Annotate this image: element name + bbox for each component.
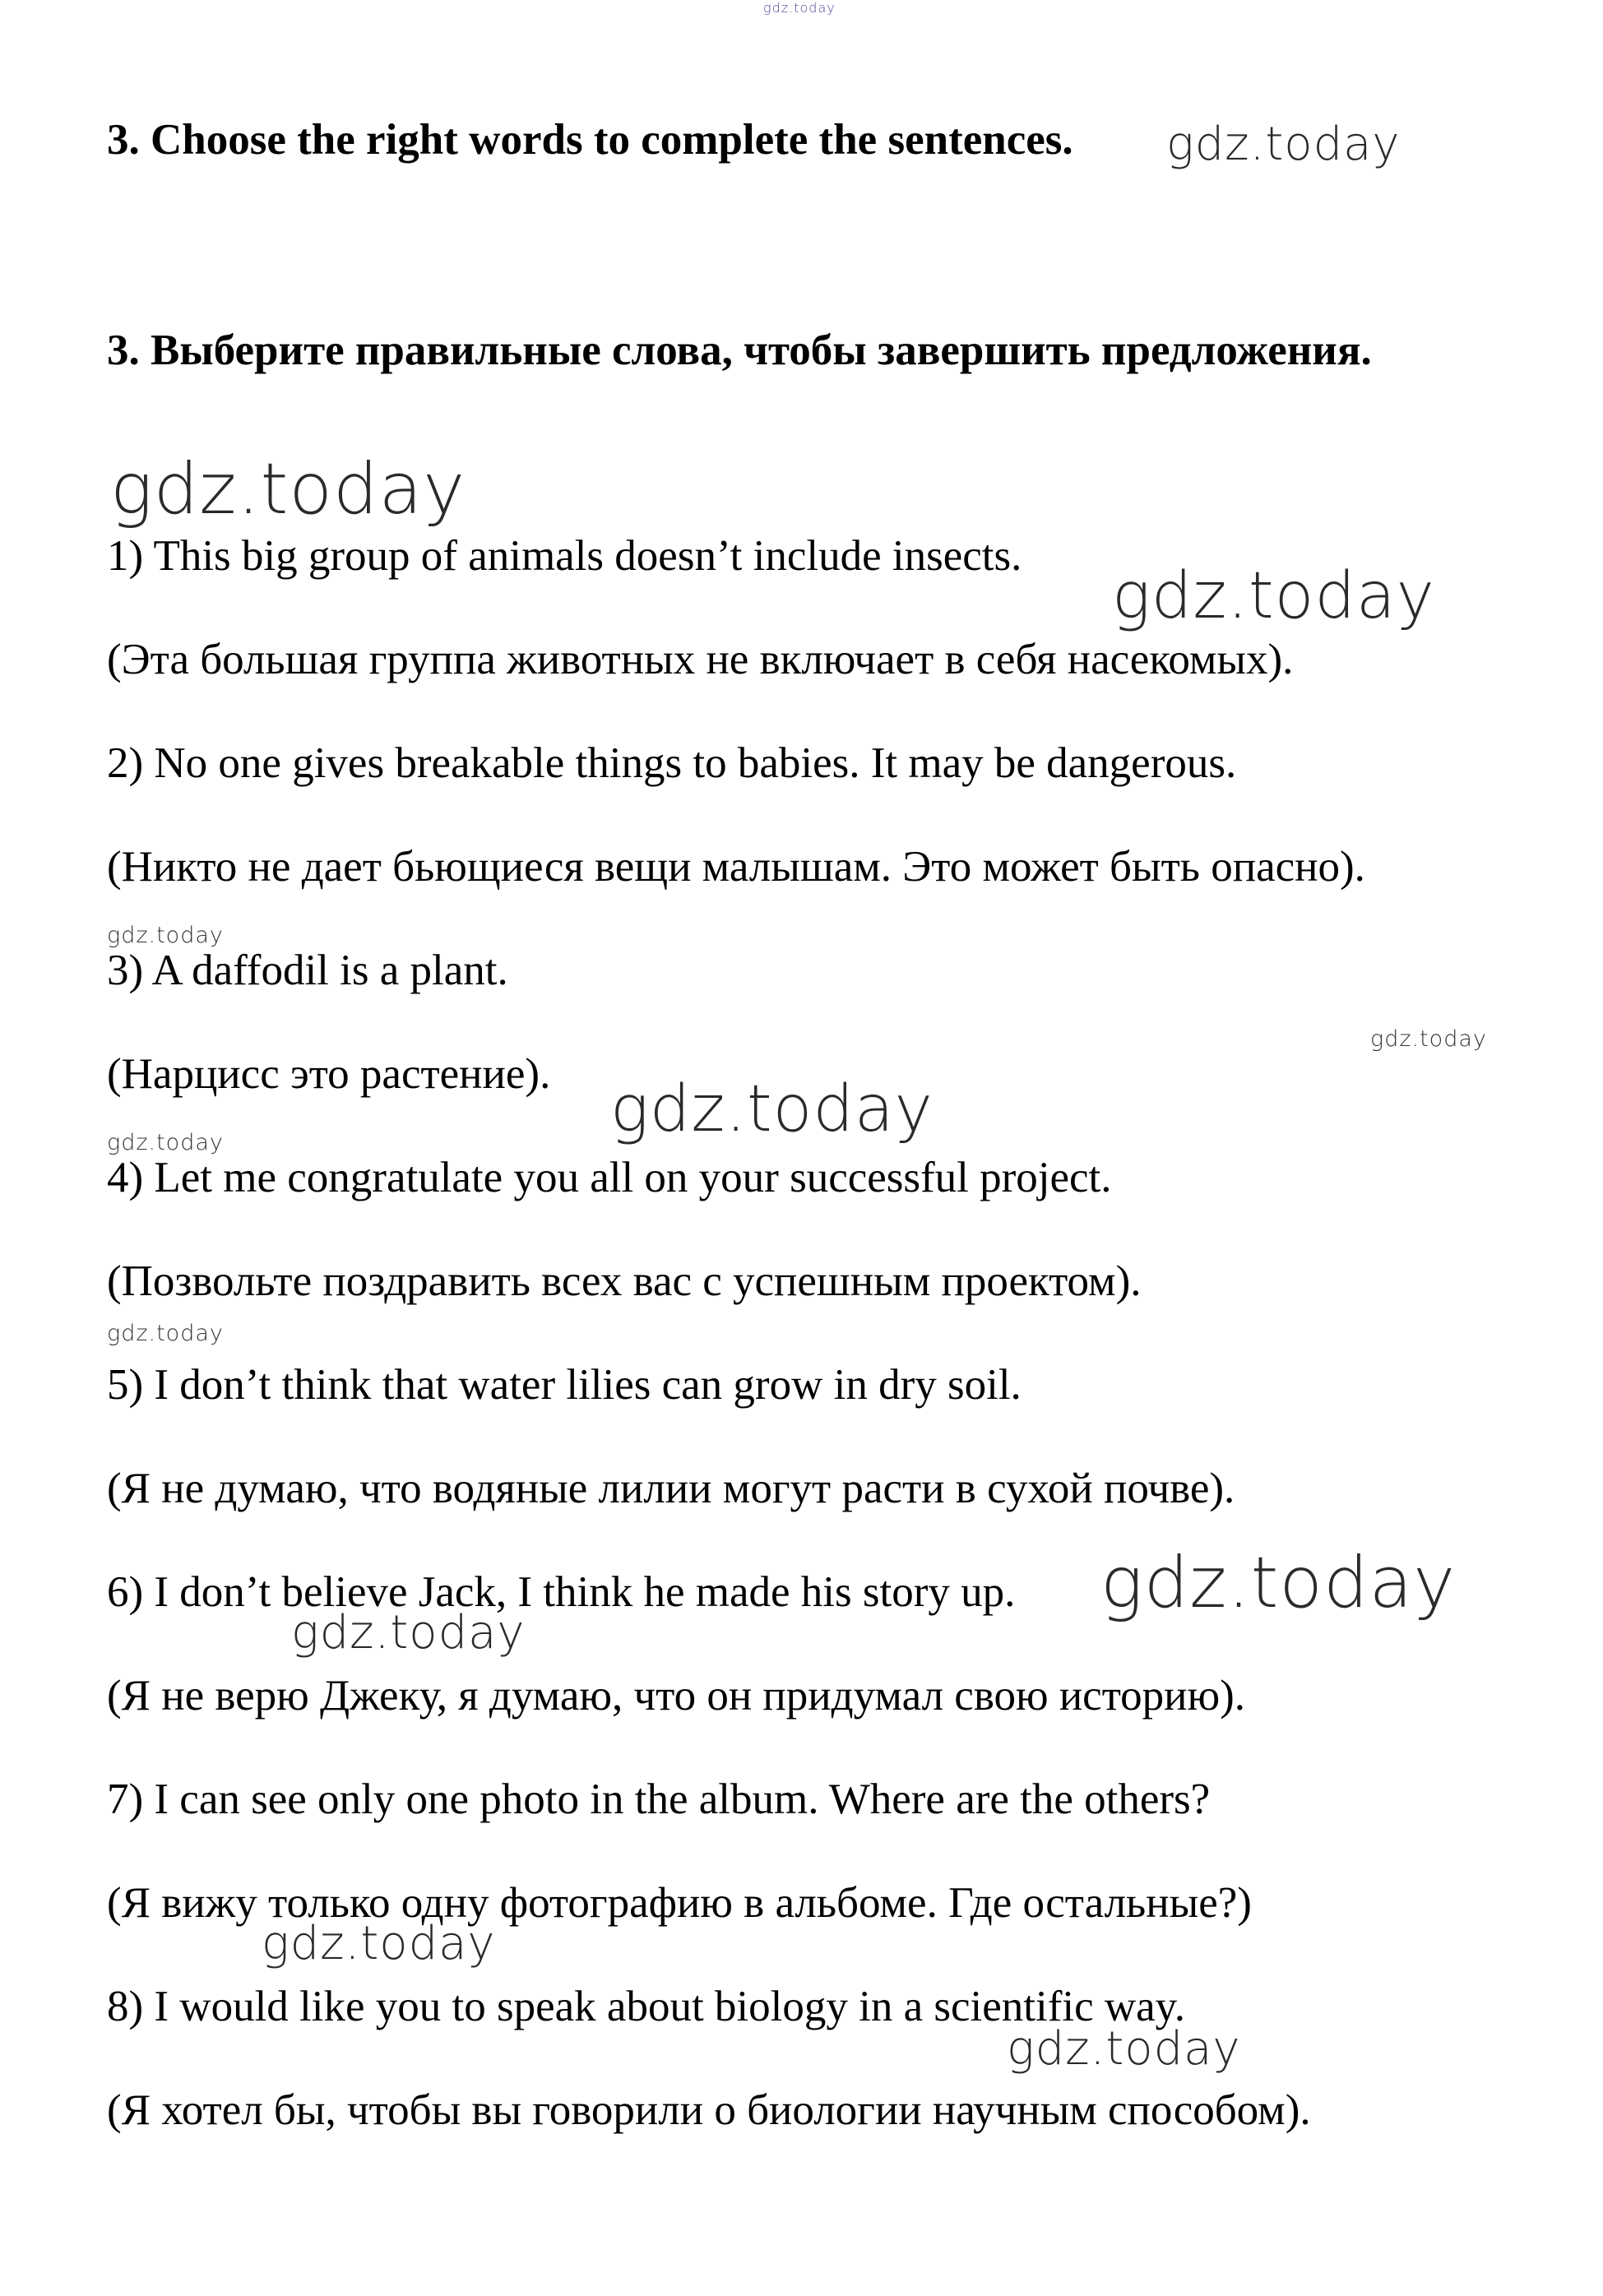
watermark: gdz.today bbox=[763, 0, 836, 16]
sentence-3-english: 3) A daffodil is a plant. bbox=[107, 947, 508, 994]
heading-russian: 3. Выберите правильные слова, чтобы завершить предложения. bbox=[107, 326, 1372, 374]
watermark: gdz.today bbox=[1007, 2022, 1241, 2076]
sentence-1-russian: (Эта большая группа животных не включает в себя насекомых). bbox=[107, 636, 1294, 683]
watermark: gdz.today bbox=[291, 1606, 526, 1660]
heading-english: 3. Choose the right words to complete the sentences. bbox=[107, 116, 1073, 164]
sentence-6-russian: (Я не верю Джеку, я думаю, что он придумал свою историю). bbox=[107, 1672, 1246, 1720]
sentence-3-russian: (Нарцисс это растение). bbox=[107, 1050, 551, 1098]
sentence-5-russian: (Я не думаю, что водяные лилии могут расти в сухой почве). bbox=[107, 1465, 1235, 1512]
watermark: gdz.today bbox=[107, 923, 224, 948]
sentence-1-english: 1) This big group of animals doesn’t include insects. bbox=[107, 532, 1022, 580]
watermark: gdz.today bbox=[262, 1917, 496, 1970]
watermark: gdz.today bbox=[110, 448, 466, 530]
watermark: gdz.today bbox=[1370, 1026, 1487, 1052]
watermark: gdz.today bbox=[107, 1130, 224, 1155]
watermark: gdz.today bbox=[1100, 1542, 1457, 1624]
watermark: gdz.today bbox=[107, 1321, 224, 1346]
sentence-7-russian: (Я вижу только одну фотографию в альбоме. Где остальные?) bbox=[107, 1879, 1252, 1927]
sentence-7-english: 7) I can see only one photo in the album. Where are the others? bbox=[107, 1775, 1211, 1823]
sentence-8-english: 8) I would like you to speak about biology in a scientific way. bbox=[107, 1983, 1185, 2030]
watermark: gdz.today bbox=[610, 1072, 934, 1146]
watermark: gdz.today bbox=[1166, 118, 1401, 171]
watermark: gdz.today bbox=[1112, 559, 1435, 633]
sentence-5-english: 5) I don’t think that water lilies can grow in dry soil. bbox=[107, 1361, 1022, 1409]
sentence-2-english: 2) No one gives breakable things to babies. It may be dangerous. bbox=[107, 739, 1237, 787]
sentence-4-english: 4) Let me congratulate you all on your successful project. bbox=[107, 1154, 1112, 1201]
sentence-6-english: 6) I don’t believe Jack, I think he made his story up. bbox=[107, 1568, 1016, 1616]
sentence-2-russian: (Никто не дает бьющиеся вещи малышам. Это может быть опасно). bbox=[107, 843, 1365, 891]
sentence-4-russian: (Позвольте поздравить всех вас с успешным проектом). bbox=[107, 1257, 1142, 1305]
sentence-8-russian: (Я хотел бы, чтобы вы говорили о биологии научным способом). bbox=[107, 2086, 1311, 2134]
